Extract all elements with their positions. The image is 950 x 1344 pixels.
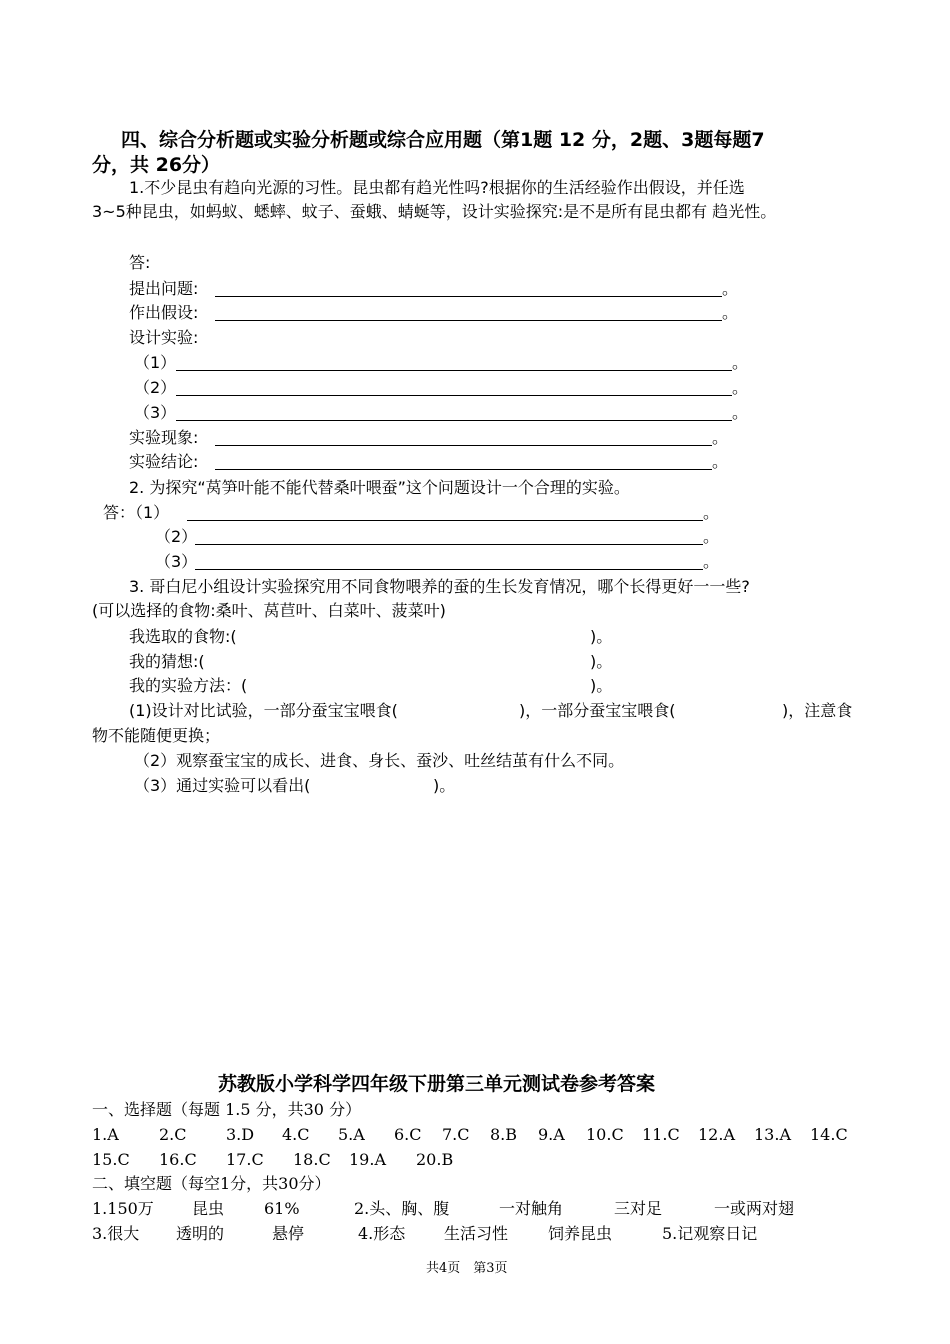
choice-answer: 3.D: [226, 1125, 255, 1144]
choice-answer: 19.A: [349, 1150, 386, 1169]
design-step1-blank[interactable]: [176, 370, 732, 371]
fill-answer: 三对足: [614, 1199, 663, 1218]
choice-answer: 1.A: [92, 1125, 119, 1144]
design-step3-blank[interactable]: [176, 420, 732, 421]
method1-part-a: (1)设计对比试验，一部分蚕宝宝喂食(: [129, 701, 398, 720]
choice-answer: 18.C: [293, 1150, 331, 1169]
choice-row2: [92, 1150, 464, 1170]
page-footer: 共4页 第3页: [426, 1261, 508, 1276]
fill-heading: 二、填空题（每空1分，共30分）: [92, 1174, 331, 1193]
choice-answer: 20.B: [416, 1150, 454, 1169]
q2-step2-blank[interactable]: [195, 544, 703, 545]
choice-answer: 15.C: [92, 1150, 130, 1169]
q2-answer-label: 答：（1）: [103, 503, 170, 522]
phenomenon-label: 实验现象:: [129, 428, 199, 447]
q3-text-line1: 3. 哥白尼小组设计实验探究用不同食物喂养的蚕的生长发育情况，哪个长得更好一一些?: [129, 577, 750, 596]
choice-answer: 13.A: [754, 1125, 791, 1144]
hypothesis-blank[interactable]: [215, 320, 722, 321]
ask-question-blank[interactable]: [215, 296, 722, 297]
food-label: 我选取的食物:(: [129, 627, 237, 646]
q3-text-line2: (可以选择的食物:桑叶、莴苣叶、白菜叶、菠菜叶): [92, 601, 446, 620]
method-label: 我的实验方法：(: [129, 676, 248, 695]
ask-question-label: 提出问题:: [129, 279, 199, 298]
period: 。: [703, 503, 720, 522]
fill-answer: 2.头、胸、腹: [354, 1199, 450, 1218]
choice-answer: 7.C: [442, 1125, 470, 1144]
guess-close: )。: [590, 652, 613, 671]
hypothesis-label: 作出假设:: [129, 303, 199, 322]
method3-part-a: （3）通过实验可以看出(: [134, 776, 311, 795]
guess-label: 我的猜想:(: [129, 652, 205, 671]
choice-answer: 9.A: [538, 1125, 565, 1144]
fill-answer: 3.很大: [92, 1224, 140, 1243]
choice-answer: 10.C: [586, 1125, 624, 1144]
fill-answer: 4.形态: [358, 1224, 406, 1243]
choice-answer: 11.C: [642, 1125, 680, 1144]
section-heading-line2: 分，共 26分）: [92, 154, 221, 176]
design-step3-label: （3）: [134, 403, 177, 422]
period: 。: [703, 552, 720, 571]
choice-answer: 12.A: [698, 1125, 735, 1144]
conclusion-blank[interactable]: [215, 469, 712, 470]
fill-answer: 1.150万: [92, 1199, 154, 1218]
period: 。: [712, 452, 729, 471]
phenomenon-blank[interactable]: [215, 445, 712, 446]
answer-label: 答:: [129, 253, 151, 272]
choice-answer: 17.C: [226, 1150, 264, 1169]
period: 。: [712, 428, 729, 447]
fill-answer: 昆虫: [192, 1199, 225, 1218]
period: 。: [722, 303, 739, 322]
choice-answer: 4.C: [282, 1125, 310, 1144]
fill-answer: 61%: [264, 1199, 300, 1218]
fill-answer: 一或两对翅: [714, 1199, 795, 1218]
fill-row1: [92, 1199, 824, 1219]
period: 。: [703, 527, 720, 546]
fill-answer: 生活习性: [444, 1224, 509, 1243]
choice-answer: 14.C: [810, 1125, 848, 1144]
period: 。: [722, 279, 739, 298]
section-heading-line1: 四、综合分析题或实验分析题或综合应用题（第1题 12 分，2题、3题每题7: [121, 129, 765, 151]
method3-part-b: )。: [433, 776, 456, 795]
q2-step1-blank[interactable]: [187, 520, 703, 521]
fill-row2: [92, 1224, 782, 1244]
q2-text: 2. 为探究“莴笋叶能不能代替桑叶喂蚕”这个问题设计一个合理的实验。: [129, 478, 630, 497]
choice-answer: 2.C: [159, 1125, 187, 1144]
q2-step3-label: （3）: [155, 552, 198, 571]
q1-text-line2: 3~5种昆虫，如蚂蚁、蟋蟀、蚊子、蚕蛾、蜻蜒等，设计实验探究:是不是所有昆虫都有 趋光性。: [92, 202, 777, 221]
choice-answer: 5.A: [338, 1125, 365, 1144]
fill-answer: 悬停: [272, 1224, 305, 1243]
choice-row1: [92, 1125, 858, 1145]
choice-answer: 16.C: [159, 1150, 197, 1169]
food-close: )。: [590, 627, 613, 646]
period: 。: [732, 353, 749, 372]
conclusion-label: 实验结论:: [129, 452, 199, 471]
choice-answer: 8.B: [490, 1125, 518, 1144]
fill-answer: 透明的: [176, 1224, 225, 1243]
fill-answer: 一对触角: [499, 1199, 564, 1218]
period: 。: [732, 403, 749, 422]
fill-answer: 5.记观察日记: [662, 1224, 758, 1243]
method2-text: （2）观察蚕宝宝的成长、进食、身长、蚕沙、吐丝结茧有什么不同。: [134, 751, 625, 770]
choice-answer: 6.C: [394, 1125, 422, 1144]
fill-answer: 饲养昆虫: [548, 1224, 613, 1243]
method1-line2: 物不能随便更换；: [92, 726, 221, 745]
period: 。: [732, 378, 749, 397]
design-step1-label: （1）: [134, 353, 177, 372]
q1-text-line1: 1.不少昆虫有趋向光源的习性。昆虫都有趋光性吗?根据你的生活经验作出假设，并任选: [129, 178, 745, 197]
design-step2-label: （2）: [134, 378, 177, 397]
choice-heading: 一、选择题（每题 1.5 分，共30 分）: [92, 1100, 362, 1119]
design-step2-blank[interactable]: [176, 395, 732, 396]
q2-step3-blank[interactable]: [195, 569, 703, 570]
design-label: 设计实验:: [129, 328, 199, 347]
method-close: )。: [590, 676, 613, 695]
q2-step2-label: （2）: [155, 527, 198, 546]
method1-part-c: )，注意食: [782, 701, 853, 720]
answer-key-title: 苏教版小学科学四年级下册第三单元测试卷参考答案: [218, 1073, 656, 1095]
method1-part-b: )，一部分蚕宝宝喂食(: [519, 701, 676, 720]
